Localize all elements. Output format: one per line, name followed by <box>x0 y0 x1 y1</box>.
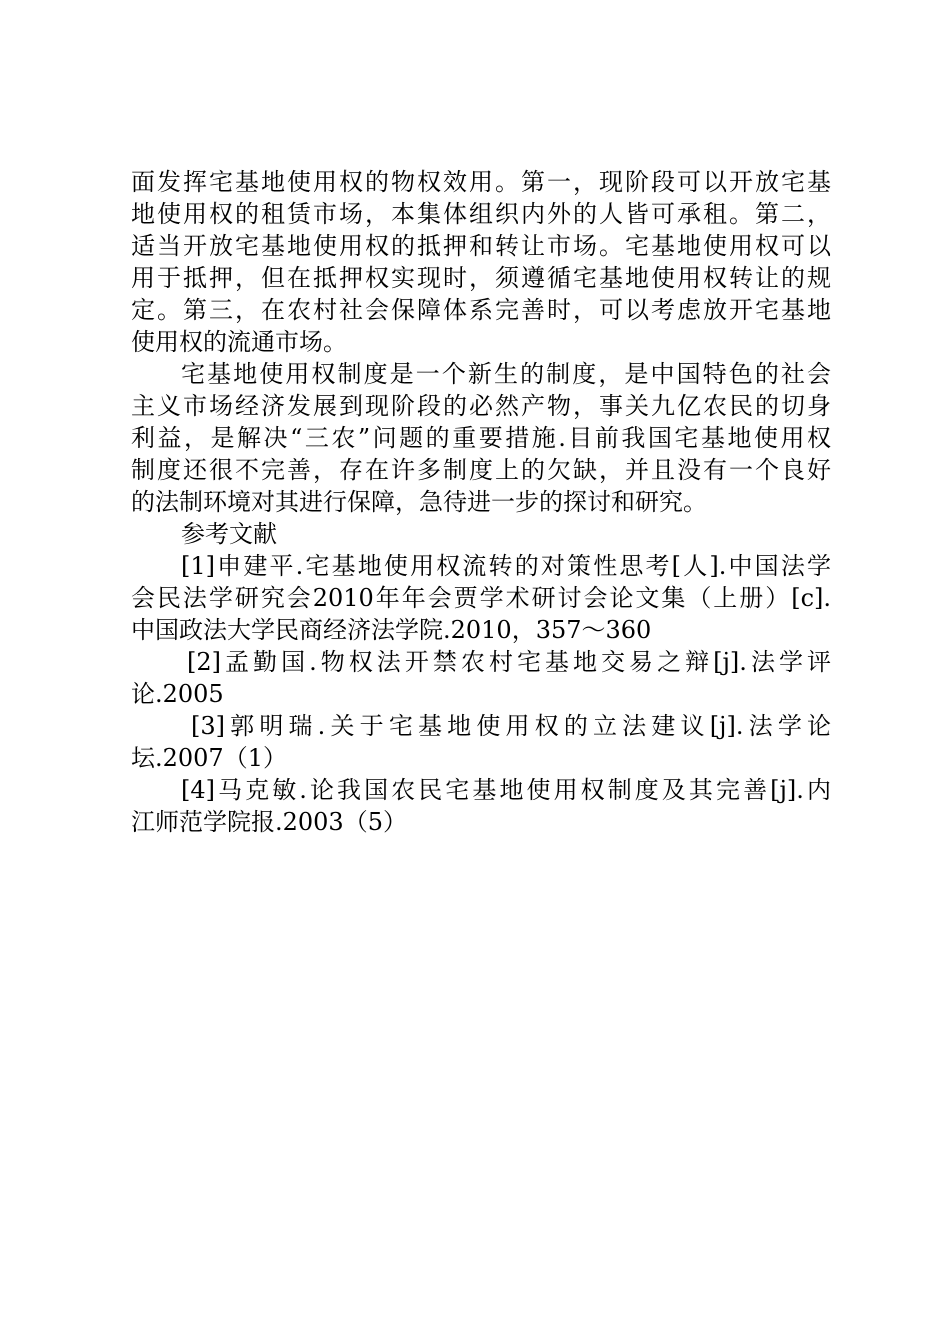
body-paragraph <box>131 358 831 518</box>
paragraph-line: 利益，是解决“三农”问题的重要措施.目前我国宅基地使用权 <box>131 424 831 452</box>
paragraph-line: 主义市场经济发展到现阶段的必然产物，事关九亿农民的切身 <box>131 392 831 420</box>
reference-line: [2]孟勤国.物权法开禁农村宅基地交易之辩[j].法学评 <box>187 648 831 676</box>
paragraph-line: 用于抵押，但在抵押权实现时，须遵循宅基地使用权转让的规 <box>131 264 831 292</box>
reference-item <box>131 550 831 646</box>
document-body <box>131 166 831 838</box>
reference-line: 坛.2007（1） <box>131 744 287 772</box>
body-paragraph <box>131 166 831 358</box>
reference-line: [4]马克敏.论我国农民宅基地使用权制度及其完善[j].内 <box>181 776 831 804</box>
reference-line: 会民法学研究会2010年年会贾学术研讨会论文集（上册）[c]. <box>131 584 831 612</box>
reference-line: 中国政法大学民商经济法学院.2010，357～360 <box>131 616 652 644</box>
reference-item <box>131 646 831 710</box>
references-section <box>131 518 831 838</box>
reference-line: 江师范学院报.2003（5） <box>131 808 407 836</box>
reference-line: 论.2005 <box>131 680 224 708</box>
paragraph-line: 地使用权的租赁市场，本集体组织内外的人皆可承租。第二， <box>131 200 831 228</box>
paragraph-line: 宅基地使用权制度是一个新生的制度，是中国特色的社会 <box>181 360 831 388</box>
paragraph-line: 制度还很不完善，存在许多制度上的欠缺，并且没有一个良好 <box>131 456 831 484</box>
reference-item <box>131 710 831 774</box>
paragraph-line: 的法制环境对其进行保障，急待进一步的探讨和研究。 <box>131 488 707 516</box>
paragraph-line: 适当开放宅基地使用权的抵押和转让市场。宅基地使用权可以 <box>131 232 831 260</box>
paragraph-line: 面发挥宅基地使用权的物权效用。第一，现阶段可以开放宅基 <box>131 168 831 196</box>
references-heading: 参考文献 <box>181 520 277 548</box>
reference-line: [3]郭明瑞.关于宅基地使用权的立法建议[j].法学论 <box>191 712 831 740</box>
reference-line: [1]申建平.宅基地使用权流转的对策性思考[人].中国法学 <box>181 552 831 580</box>
paragraph-line: 定。第三，在农村社会保障体系完善时，可以考虑放开宅基地 <box>131 296 831 324</box>
paragraph-line: 使用权的流通市场。 <box>131 328 347 356</box>
reference-item <box>131 774 831 838</box>
